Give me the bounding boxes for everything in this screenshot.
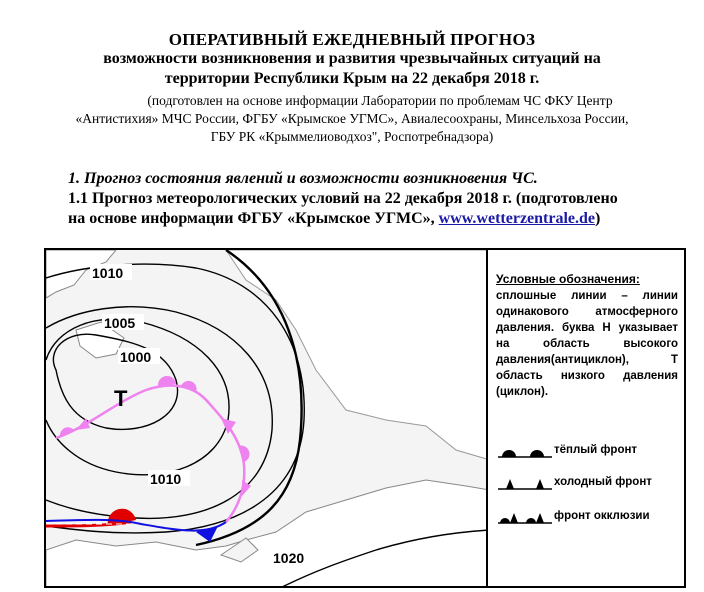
document-subtitle-line-2: территории Республики Крым на 22 декабря 2018 г. (164, 70, 540, 87)
legend-cold-front-label: холодный фронт (554, 476, 652, 488)
low-pressure-letter: Т (114, 386, 128, 411)
map-legend (488, 248, 686, 588)
legend-warm-front-label: тёплый фронт (554, 444, 638, 456)
subsection-heading-line-1: 1.1 Прогноз метеорологических условий на 22 декабря 2018 г. (подготовлено (68, 190, 618, 207)
cold-front-symbol-icon (496, 476, 556, 492)
legend-title: Условные обозначения: (496, 272, 640, 286)
source-note-line-2: «Антистихия» МЧС России, ФГБУ «Крымское УГМС», Авиалесоохраны, Минсельхоза России, (75, 111, 629, 126)
isobar-label-1010-south: 1010 (150, 471, 182, 487)
warm-front-symbol-icon (496, 444, 556, 460)
isobar-label-1010: 1010 (92, 265, 124, 281)
isobar-label-1020: 1020 (273, 550, 305, 566)
source-note-line-3: ГБУ РК «Крыммелиоводхоз", Роспотребнадзора) (210, 129, 494, 144)
subsection-heading-prefix: на основе информации ФГБУ «Крымское УГМС», (68, 210, 439, 227)
section-heading: 1. Прогноз состояния явлений и возможности возникновения ЧС. (68, 170, 538, 187)
legend-occlusion-front-label: фронт окклюзии (554, 510, 650, 522)
isobar-label-1000: 1000 (120, 349, 152, 365)
document-subtitle-line-1: возможности возникновения и развития чрезвычайных ситуаций на (103, 50, 601, 67)
wetterzentrale-link[interactable]: www.wetterzentrale.de (438, 210, 596, 227)
subsection-heading-suffix: ) (595, 210, 601, 227)
subsection-heading-line-2 (68, 210, 600, 228)
source-note-line-1: (подготовлен на основе информации Лаборатории по проблемам ЧС ФКУ Центр (147, 93, 613, 108)
weather-map-svg (46, 250, 488, 588)
occlusion-front-symbol-icon (496, 510, 556, 526)
weather-map (44, 248, 488, 588)
isobar-label-1005: 1005 (104, 315, 136, 331)
legend-description: сплошные линии – линии одинакового атмосферного давления. буква Н указывает на область высокого давления(антициклон), Т область низкого давления (циклон). (496, 290, 678, 398)
document-title: ОПЕРАТИВНЫЙ ЕЖЕДНЕВНЫЙ ПРОГНОЗ (168, 30, 536, 49)
